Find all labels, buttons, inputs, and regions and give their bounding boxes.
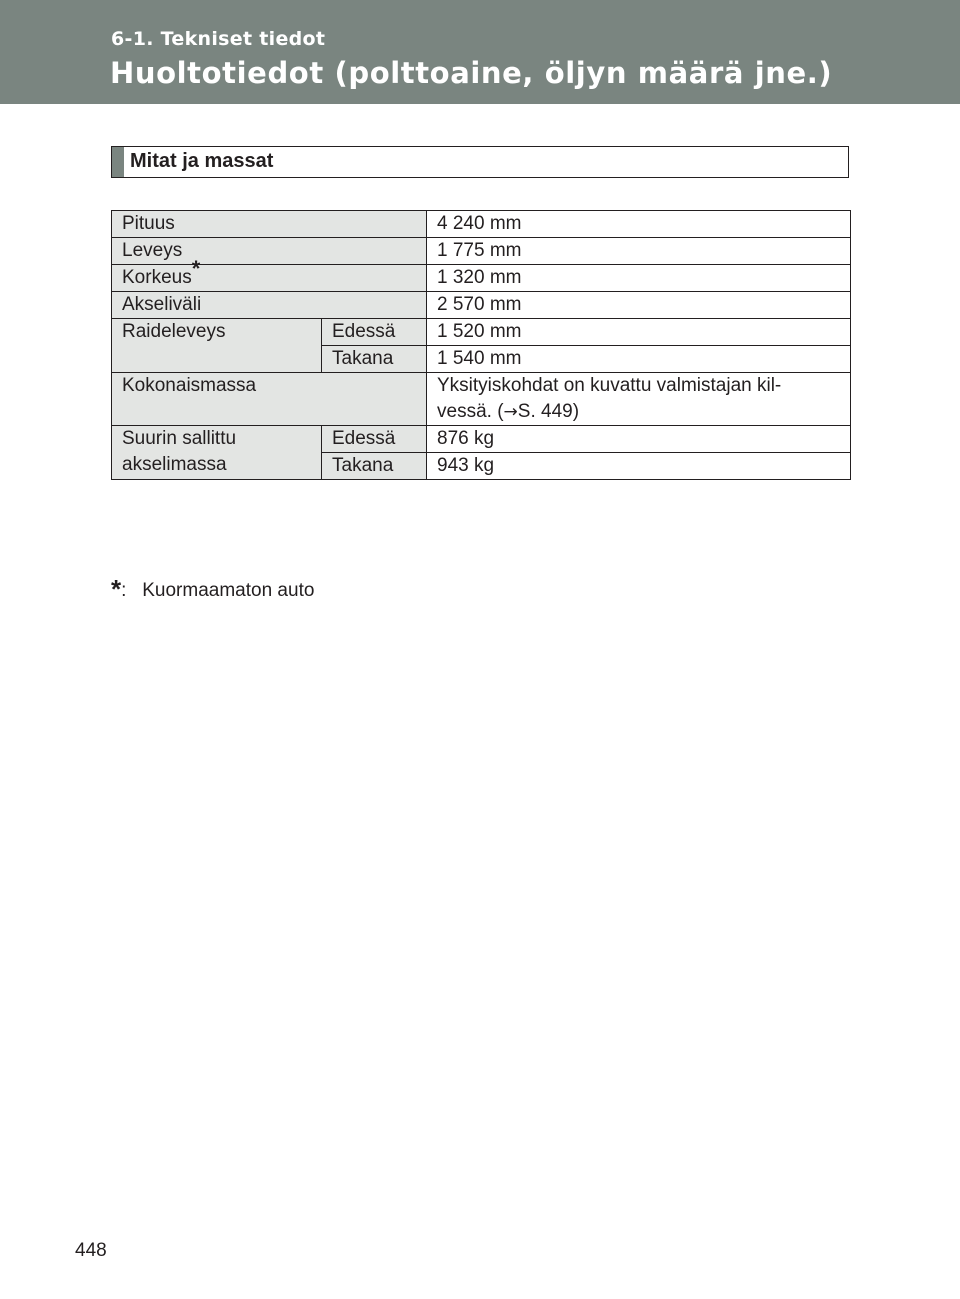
page-reference: S. 449) (517, 401, 580, 422)
footnote-marker: * (111, 574, 122, 604)
footnote (111, 574, 314, 605)
page-header (0, 0, 960, 104)
row-value: 943 kg (427, 453, 851, 480)
row-value: 1 775 mm (427, 238, 851, 265)
korkeus-label: Korkeus (122, 267, 192, 288)
row-value: 1 320 mm (427, 265, 851, 292)
table-row (112, 373, 851, 426)
sub-label: Edessä (322, 426, 427, 453)
table-row (112, 426, 851, 453)
footnote-marker: * (191, 256, 201, 281)
table-row (112, 319, 851, 346)
row-value: 4 240 mm (427, 211, 851, 238)
row-label: Kokonaismassa (112, 373, 427, 426)
label-line: akselimassa (122, 454, 227, 475)
footnote-separator: : (121, 580, 127, 601)
dimensions-table (111, 210, 851, 480)
sub-label: Takana (322, 453, 427, 480)
footnote-text: Kuormaamaton auto (142, 580, 315, 601)
row-value: 1 520 mm (427, 319, 851, 346)
label-line: Suurin sallittu (122, 428, 237, 449)
row-label: Pituus (112, 211, 427, 238)
value-line (437, 399, 840, 425)
arrow-right-icon: → (503, 402, 518, 422)
page-number: 448 (75, 1240, 107, 1261)
row-label (112, 256, 427, 292)
row-value (427, 373, 851, 426)
section-heading (111, 146, 849, 178)
sub-label: Takana (322, 346, 427, 373)
table-row (112, 292, 851, 319)
value-text: vessä. ( (437, 401, 504, 422)
row-value: 1 540 mm (427, 346, 851, 373)
row-label (112, 426, 322, 480)
row-value: 876 kg (427, 426, 851, 453)
row-label: Raideleveys (112, 319, 322, 373)
value-line: Yksityiskohdat on kuvattu valmistajan kil- (437, 375, 782, 396)
row-label: Akseliväli (112, 292, 427, 319)
chapter-label: 6-1. Tekniset tiedot (111, 28, 326, 50)
row-label: Leveys (112, 238, 427, 265)
table-row (112, 265, 851, 292)
section-heading-bar (112, 147, 124, 177)
section-title: Mitat ja massat (130, 150, 274, 172)
sub-label: Edessä (322, 319, 427, 346)
row-value: 2 570 mm (427, 292, 851, 319)
table-row (112, 238, 851, 265)
page-title: Huoltotiedot (polttoaine, öljyn määrä jne.) (110, 56, 833, 90)
table-row (112, 211, 851, 238)
